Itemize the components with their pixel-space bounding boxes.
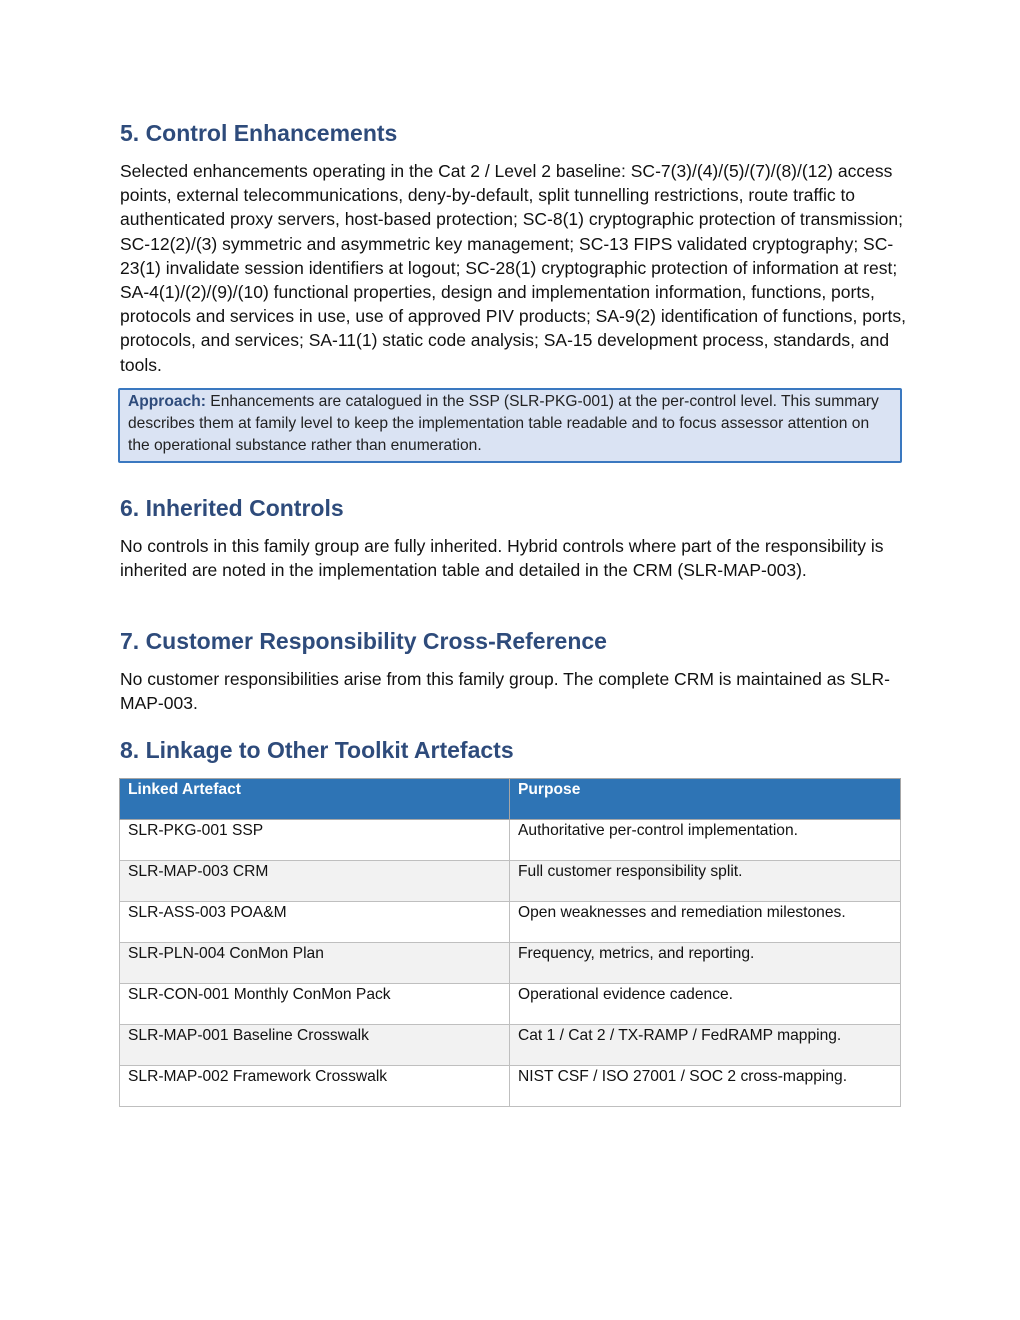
section-body-control-enhancements: Selected enhancements operating in the Cat 2 / Level 2 baseline: SC-7(3)/(4)/(5)/(7)/(8)/(12) access points, external telecommunications, deny-by-default, split tunnelling restrictions, route traffic to authenticated proxy servers, host-based protection; SC-8(1) cryptographic protection of transmission; SC-12(2)/(3) symmetric and asymmetric key management; SC-13 FIPS validated cryptography; SC-23(1) invalidate session identifiers at logout; SC-28(1) cryptographic protection of information at rest; SA-4(1)/(2)/(9)/(10) functional properties, design and implementation information, functions, ports, protocols and services in use, use of approved PIV products; SA-9(2) identification of functions, ports, protocols, and services; SA-11(1) static code analysis; SA-15 development process, standards, and tools.	[120, 161, 906, 375]
approach-callout	[118, 388, 902, 463]
table-row	[120, 1066, 901, 1107]
purpose-cell: Full customer responsibility split.	[510, 861, 901, 902]
purpose-cell: Frequency, metrics, and reporting.	[510, 943, 901, 984]
artefact-cell: SLR-CON-001 Monthly ConMon Pack	[120, 984, 510, 1025]
table-header-row	[120, 779, 901, 820]
section-heading-control-enhancements: 5. Control Enhancements	[120, 120, 398, 146]
linkage-table	[119, 778, 901, 1107]
column-header-purpose: Purpose	[510, 779, 901, 820]
table-row	[120, 1025, 901, 1066]
artefact-cell: SLR-ASS-003 POA&M	[120, 902, 510, 943]
column-header-linked-artefact: Linked Artefact	[120, 779, 510, 820]
artefact-cell: SLR-MAP-001 Baseline Crosswalk	[120, 1025, 510, 1066]
purpose-cell: Cat 1 / Cat 2 / TX-RAMP / FedRAMP mapping.	[510, 1025, 901, 1066]
artefact-cell: SLR-PKG-001 SSP	[120, 820, 510, 861]
section-body-inherited-controls: No controls in this family group are fully inherited. Hybrid controls where part of the responsibility is inherited are noted in the implementation table and detailed in the CRM (SLR-MAP-003).	[120, 536, 884, 581]
table-row	[120, 820, 901, 861]
callout-lead: Approach:	[128, 393, 206, 410]
table-row	[120, 861, 901, 902]
purpose-cell: Authoritative per-control implementation.	[510, 820, 901, 861]
purpose-cell: Operational evidence cadence.	[510, 984, 901, 1025]
purpose-cell: Open weaknesses and remediation milestones.	[510, 902, 901, 943]
artefact-cell: SLR-PLN-004 ConMon Plan	[120, 943, 510, 984]
section-heading-inherited-controls: 6. Inherited Controls	[120, 495, 344, 521]
callout-text: Enhancements are catalogued in the SSP (SLR-PKG-001) at the per-control level. This summary describes them at family level to keep the implementation table readable and to focus assessor attention on the operational substance rather than enumeration.	[128, 393, 879, 454]
section-body-customer-responsibility: No customer responsibilities arise from this family group. The complete CRM is maintained as SLR-MAP-003.	[120, 669, 890, 714]
table-row	[120, 943, 901, 984]
purpose-cell: NIST CSF / ISO 27001 / SOC 2 cross-mapping.	[510, 1066, 901, 1107]
table-row	[120, 984, 901, 1025]
section-heading-customer-responsibility: 7. Customer Responsibility Cross-Reference	[120, 628, 607, 654]
section-heading-linkage: 8. Linkage to Other Toolkit Artefacts	[120, 737, 514, 763]
table-row	[120, 902, 901, 943]
artefact-cell: SLR-MAP-002 Framework Crosswalk	[120, 1066, 510, 1107]
artefact-cell: SLR-MAP-003 CRM	[120, 861, 510, 902]
